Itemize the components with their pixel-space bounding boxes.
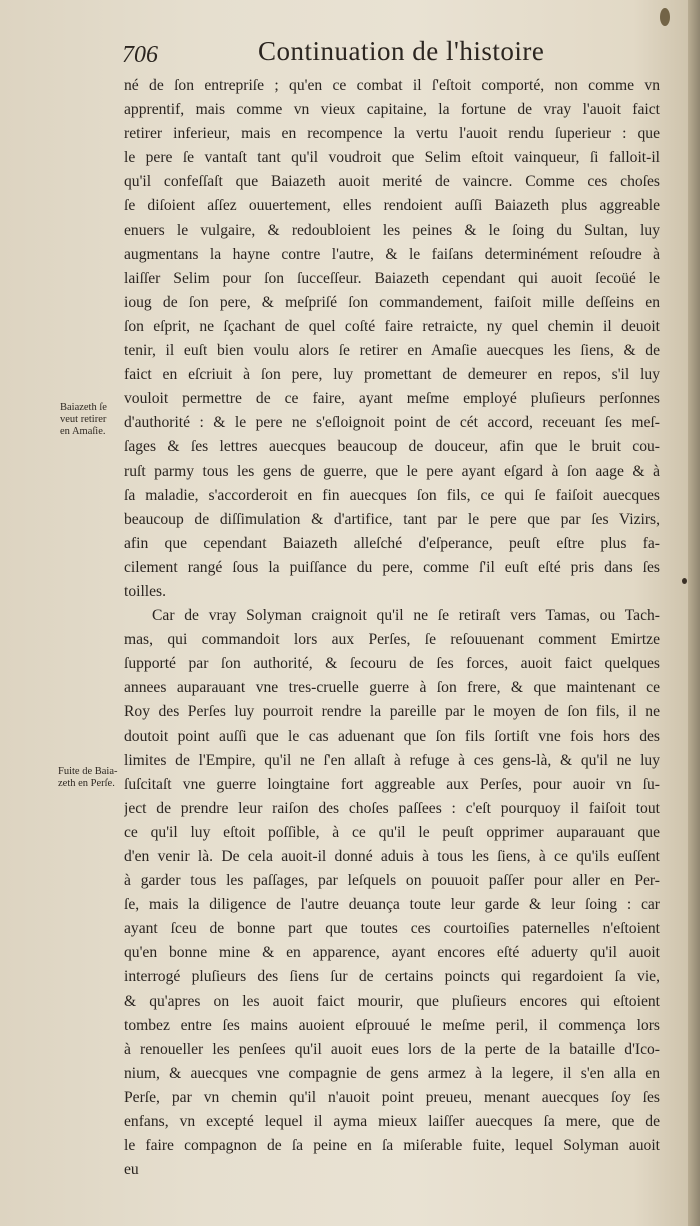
margin-note-line: zeth en Perſe. <box>58 778 115 789</box>
ink-stain <box>660 8 670 26</box>
text-line: Perſe, par vn chemin qu'il n'auoit point preueu, menant auecques ſoy ſes <box>124 1088 660 1106</box>
text-line: eu <box>124 1161 139 1179</box>
text-line: né de ſon entrepriſe ; qu'en ce combat il ſ'eſtoit comporté, non comme vn <box>124 77 660 94</box>
page-number: 706 <box>122 42 158 68</box>
text-line: enfans, vn excepté lequel il ayma mieux laiſſer auecques ſa mere, que de <box>124 1113 660 1131</box>
text-line: ſages & ſes lettres auecques beaucoup de douceur, afin que le bruit cou- <box>124 438 660 456</box>
text-line: augmentans la hayne contre l'autre, & le faiſans determinément reſoudre à <box>124 245 660 263</box>
ink-spot <box>682 578 687 584</box>
text-line: ayant ſceu de bonne part que toutes ces courtoiſies paternelles n'eſtoient <box>124 920 660 938</box>
text-line: ject de prendre leur raiſon des choſes paſſees : c'eſt pourquoy il faiſoit tout <box>124 799 660 817</box>
text-line: Car de vray Solyman craignoit qu'il ne ſe retiraſt vers Tamas, ou Tach- <box>152 607 660 625</box>
page-header <box>122 36 572 76</box>
text-line: ruſt parmy tous les gens de guerre, que le pere ayant eſgard à ſon aage & à <box>124 462 660 480</box>
text-line: vouloit permettre de ce faire, ayant meſme employé pluſieurs perſonnes <box>124 390 660 408</box>
text-line: le pere ſe vantaſt tant qu'il voudroit que Selim eſtoit vainqueur, ſi falloit-il <box>124 149 660 167</box>
text-line: d'authorité : & le pere ne s'eſloignoit point de cét accord, receuant ſes meſ- <box>124 414 660 432</box>
paragraph-2 <box>124 604 660 1182</box>
text-line: ſe, mais la diligence de l'autre deuança toute leur garde & leur ſoing : car <box>124 896 660 914</box>
margin-note-line: en Amaſie. <box>60 426 106 437</box>
running-title: Continuation de l'histoire <box>258 36 545 66</box>
text-line: beaucoup de diſſimulation & d'artifice, tant par le pere que par ſes Vizirs, <box>124 510 660 528</box>
margin-note-line: Fuite de Baia- <box>58 766 118 777</box>
text-line: laiſſer Selim pour ſon ſucceſſeur. Baiazeth cependant qui auoit ſecoüé le <box>124 269 660 287</box>
text-line: d'en venir là. De cela auoit-il donné aduis à tous les ſiens, à ce qu'ils euſſent <box>124 848 660 865</box>
text-line: apprentif, mais comme vn vieux capitaine, la fortune de vray l'auoit faict <box>124 101 660 119</box>
text-line: ce qu'il luy eſtoit poſſible, à ce qu'il le peuſt opprimer auparauant que <box>124 823 660 841</box>
text-line: qu'en bonne mine & en apparence, ayant encores eſté aduerty qu'il auoit <box>124 944 660 962</box>
text-line: tenir, il euſt bien voulu alors ſe retirer en Amaſie auecques les ſiens, & de <box>124 342 660 360</box>
text-line: toilles. <box>124 582 167 600</box>
text-line: limites de l'Empire, qu'il ne ſ'en allaſt à refuge à ces gens-là, & qu'il ne luy <box>124 751 660 769</box>
text-line: afin que cependant Baiazeth alleſché d'eſperance, peuſt eſtre plus fa- <box>124 534 660 552</box>
text-line: & qu'apres on les auoit faict mourir, que pluſieurs encores qui eſtoient <box>124 992 660 1010</box>
text-line: à garder tous les paſſages, par leſquels on pouuoit paſſer pour aller en Per- <box>124 872 660 890</box>
text-line: ſon eſprit, ne ſçachant de quel coſté faire retraicte, ny quel chemin il deuoit <box>124 317 660 335</box>
page-gutter <box>688 0 700 1226</box>
text-line: le faire compagnon de ſa peine en ſa miſerable fuite, lequel Solyman auoit <box>124 1137 660 1155</box>
text-line: faict en eſcriuit à ſon pere, luy promettant de demeurer en repos, s'il luy <box>124 366 660 384</box>
text-line: tombez entre ſes mains auoient eſprouué le meſme peril, il commença lors <box>124 1016 660 1034</box>
text-line: annees auparauant vne tres-cruelle guerre à ſon frere, & que maintenant ce <box>124 679 660 697</box>
text-line: Roy des Perſes luy pourroit rendre la pareille par le moyen de ſon fils, il ne <box>124 703 660 721</box>
margin-note-line: veut retirer <box>60 414 107 425</box>
text-line: ſuſcitaſt vne guerre loingtaine fort aggreable aux Perſes, pour auoir vn ſu- <box>124 775 660 793</box>
text-line: cilement rangé ſous la puiſſance du pere, comme ſ'il euſt eſté pris dans ſes <box>124 558 660 576</box>
text-line: mas, qui commandoit lors aux Perſes, ſe reſouuenant comment Emirtze <box>124 631 660 649</box>
text-line: ſupporté par ſon authorité, & ſecouru de ſes forces, auoit faict quelques <box>124 655 660 673</box>
text-line: doutoit point auſſi que le cas aduenant que ſon fils ſortiſt vne fois hors des <box>124 727 660 745</box>
text-line: enuers le vulgaire, & redoubloient les peines & le ſoing du Sultan, luy <box>124 221 660 239</box>
text-line: ſa maladie, s'accorderoit en fin auecques ſon fils, ce qui ſe faiſoit auecques <box>124 486 660 504</box>
body-text <box>124 74 660 1182</box>
text-line: qu'il confeſſaſt que Baiazeth auoit merité de vaincre. Comme ces choſes <box>124 173 660 191</box>
text-line: interrogé pluſieurs des ſiens ſur de certains poincts qui regardoient ſa vie, <box>124 968 660 986</box>
text-line: ioug de ſon pere, & meſpriſé ſon commandement, faiſoit mille deſſeins en <box>124 293 660 311</box>
text-line: nium, & auecques vne compagnie de gens armez à la legere, il s'en alla en <box>124 1064 660 1082</box>
margin-note-line: Baiazeth ſe <box>60 402 107 413</box>
text-line: à renoueller les penſees qu'il auoit eues lors de la perte de la bataille d'Ico- <box>124 1040 660 1058</box>
text-line: ſe diſoient aſſez ouuertement, elles rendoient auſſi Baiazeth plus aggreable <box>124 197 660 215</box>
margin-note-flight <box>58 766 124 790</box>
text-line: retirer inferieur, mais en recompence la vertu l'auoit rendu ſuperieur : que <box>124 125 660 143</box>
paragraph-1 <box>124 74 660 604</box>
margin-note-retreat <box>60 402 122 438</box>
